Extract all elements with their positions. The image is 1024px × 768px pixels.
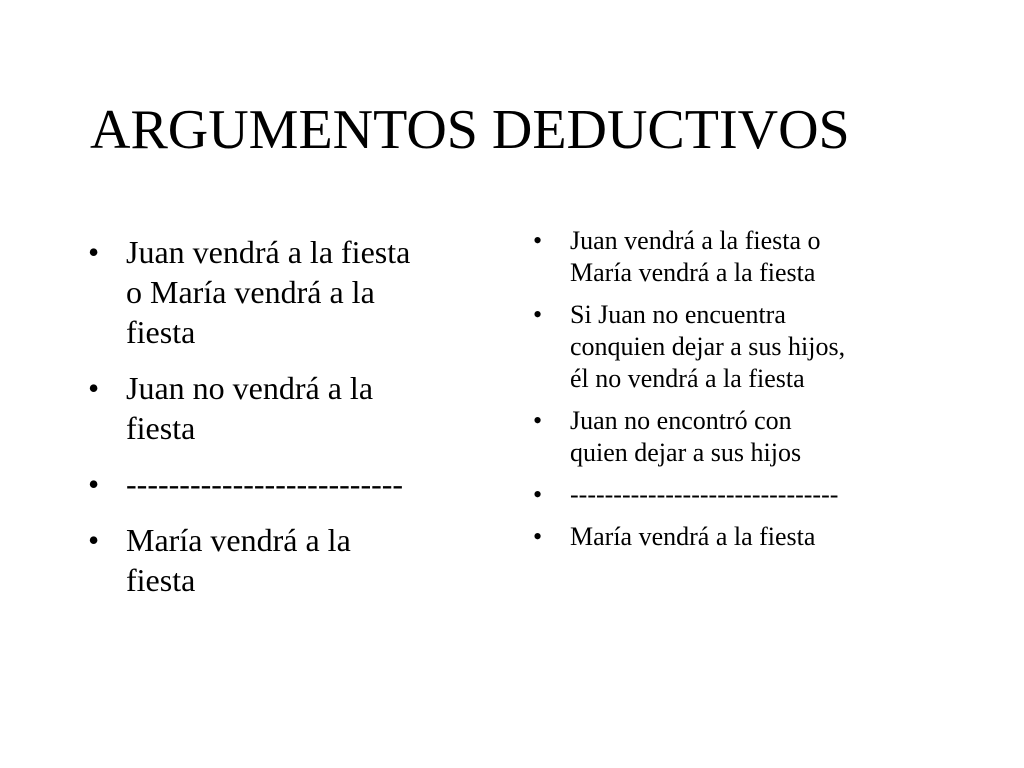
list-item-separator bbox=[533, 479, 1003, 511]
list-item-text: Juan vendrá a la fiesta o bbox=[570, 226, 821, 255]
list-item-text: Juan vendrá a la fiesta bbox=[126, 234, 411, 270]
list-item bbox=[533, 405, 1003, 469]
list-item bbox=[88, 368, 508, 448]
list-item bbox=[533, 225, 1003, 289]
list-item-text: quien dejar a sus hijos bbox=[570, 438, 802, 467]
list-item-text: María vendrá a la bbox=[126, 522, 351, 558]
bullet-icon: • bbox=[88, 466, 100, 502]
left-bullet-list bbox=[88, 232, 508, 616]
right-bullet-list bbox=[533, 225, 1003, 563]
separator-dashes: ------------------------------- bbox=[570, 480, 839, 509]
list-item bbox=[533, 299, 1003, 395]
list-item-text: fiesta bbox=[126, 314, 196, 350]
list-item-text: o María vendrá a la bbox=[126, 274, 375, 310]
bullet-icon: • bbox=[533, 522, 543, 551]
list-item bbox=[88, 232, 508, 352]
list-item-text: María vendrá a la fiesta bbox=[570, 258, 816, 287]
list-item-text: María vendrá a la fiesta bbox=[570, 522, 816, 551]
list-item-text: Juan no encontró con bbox=[570, 406, 792, 435]
list-item-text: fiesta bbox=[126, 562, 196, 598]
list-item-conclusion bbox=[533, 521, 1003, 553]
bullet-icon: • bbox=[533, 406, 543, 435]
slide-title: ARGUMENTOS DEDUCTIVOS bbox=[90, 99, 850, 161]
bullet-icon: • bbox=[533, 480, 543, 509]
list-item-separator bbox=[88, 464, 508, 504]
list-item-text: Juan no vendrá a la bbox=[126, 370, 374, 406]
bullet-icon: • bbox=[533, 226, 543, 255]
bullet-icon: • bbox=[533, 300, 543, 329]
list-item-text: él no vendrá a la fiesta bbox=[570, 364, 805, 393]
list-item-text: Si Juan no encuentra bbox=[570, 300, 786, 329]
bullet-icon: • bbox=[88, 522, 100, 558]
list-item-text: conquien dejar a sus hijos, bbox=[570, 332, 846, 361]
bullet-icon: • bbox=[88, 370, 100, 406]
separator-dashes: -------------------------- bbox=[126, 466, 404, 502]
bullet-icon: • bbox=[88, 234, 100, 270]
list-item-conclusion bbox=[88, 520, 508, 600]
list-item-text: fiesta bbox=[126, 410, 196, 446]
